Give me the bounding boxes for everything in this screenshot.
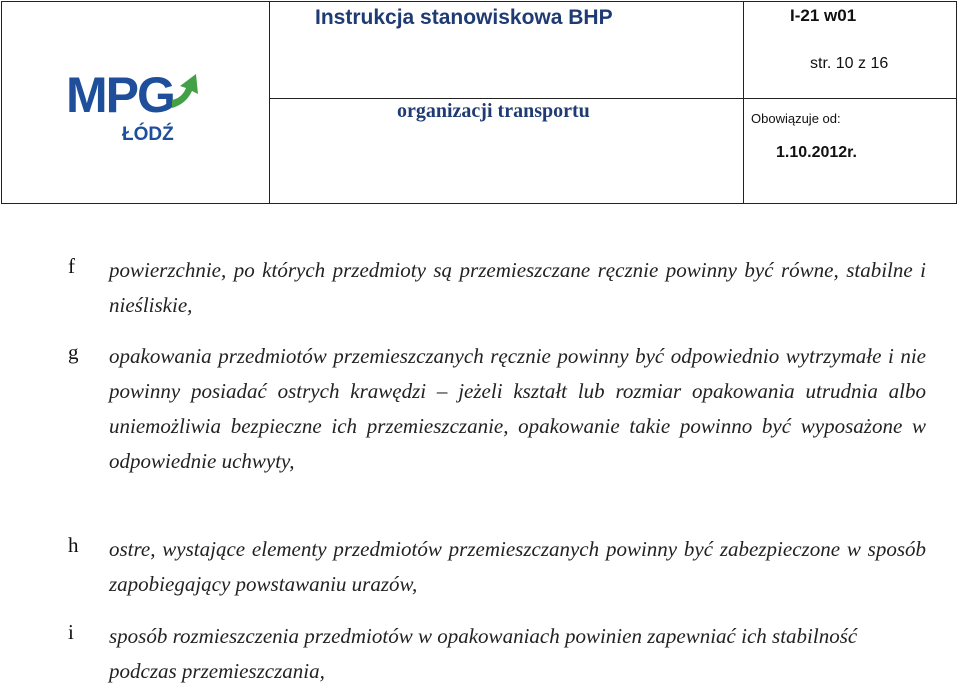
effective-label: Obowiązuje od:	[751, 111, 841, 126]
document-subtitle: organizacji transportu	[397, 100, 590, 122]
header-divider	[743, 2, 744, 203]
document-title: Instrukcja stanowiskowa BHP	[315, 6, 613, 29]
effective-date: 1.10.2012r.	[776, 144, 857, 161]
list-item-letter: g	[68, 340, 79, 364]
list-item-text: ostre, wystające elementy przedmiotów przemieszczanych powinny być zabezpieczone w sposób zapobiegający powstawaniu urazów,	[109, 537, 926, 596]
document-code: I-21 w01	[790, 6, 857, 25]
document-header	[1, 1, 957, 204]
logo-wordmark: MPG	[66, 67, 174, 123]
list-item-letter: i	[68, 620, 74, 644]
list-item-letter: h	[68, 533, 79, 557]
list-item-text: opakowania przedmiotów przemieszczanych ręcznie powinny być odpowiednio wytrzymałe i nie powinny posiadać ostrych krawędzi – jeżeli kształt lub rozmiar opakowania utrudnia albo uniemożliwia bezpieczne ich przemieszczanie, opakowanie takie powinno być wyposażone w odpowiednie uchwyty,	[109, 344, 926, 473]
list-item-text: powierzchnie, po których przedmioty są przemieszczane ręcznie powinny być równe, stabilne i nieśliskie,	[109, 258, 926, 317]
list-item-text: sposób rozmieszczenia przedmiotów w opakowaniach powinien zapewniać ich stabilność podczas przemieszczania,	[109, 624, 858, 683]
header-divider	[269, 2, 270, 203]
arrow-icon	[172, 74, 198, 108]
mpg-logo	[64, 64, 204, 144]
page-number: str. 10 z 16	[810, 55, 889, 72]
list-item-letter: f	[68, 254, 75, 278]
logo-city: ŁÓDŹ	[122, 124, 174, 144]
header-divider	[269, 98, 956, 99]
